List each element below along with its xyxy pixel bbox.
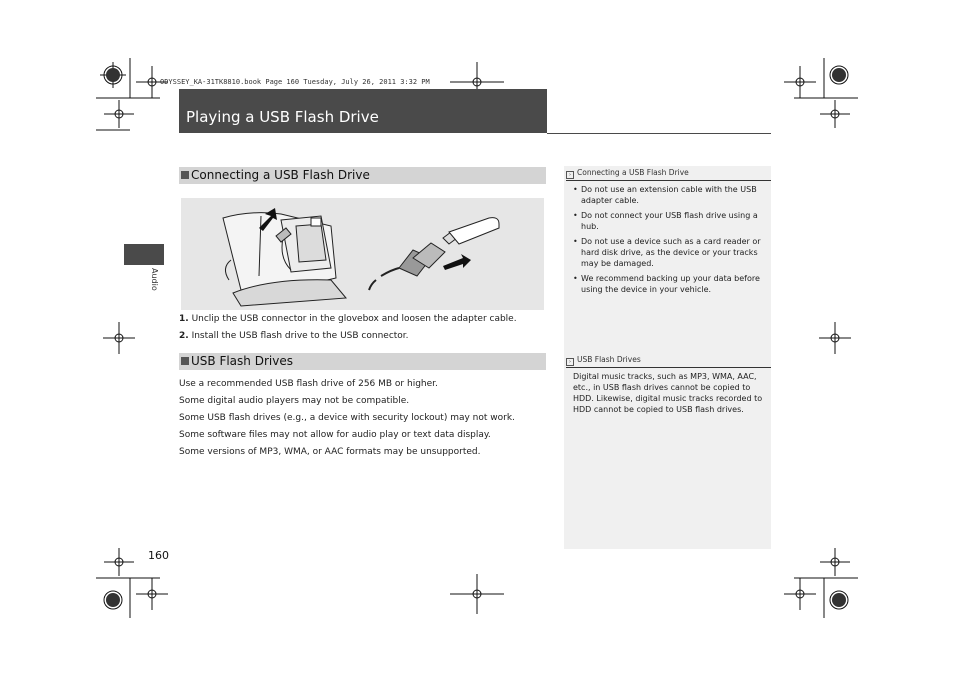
square-bullet-icon [181,171,189,179]
glovebox-usb-drawing [181,198,544,310]
paragraph: Some digital audio players may not be compatible. [179,396,410,406]
page-number: 160 [148,549,169,562]
paragraph: Some USB flash drives (e.g., a device with security lockout) may not work. [179,413,515,423]
paragraph: Use a recommended USB flash drive of 256 MB or higher. [179,379,438,389]
print-header: ODYSSEY_KA-31TK8810.book Page 160 Tuesday, July 26, 2011 3:32 PM [160,78,430,86]
note-heading-text: USB Flash Drives [577,355,641,364]
title-rule [547,133,771,134]
step-2 [179,331,409,341]
usb-connection-illustration [181,198,544,310]
side-tab-label: Audio [150,268,159,291]
step-number: 1. [179,314,189,324]
note-heading-connecting [566,168,689,179]
note-heading-text: Connecting a USB Flash Drive [577,168,689,177]
reference-icon: › [566,358,574,366]
note-rule [566,180,771,181]
step-text: Install the USB flash drive to the USB connector. [191,331,409,341]
page-title: Playing a USB Flash Drive [186,108,379,126]
section-heading-text: USB Flash Drives [191,354,293,368]
section-heading-connecting [179,167,546,184]
arrow-left-icon [443,254,471,270]
paragraph: Some software files may not allow for audio play or text data display. [179,430,491,440]
reference-icon: › [566,171,574,179]
step-text: Unclip the USB connector in the glovebox and loosen the adapter cable. [191,314,517,324]
square-bullet-icon [181,357,189,365]
note-paragraph: Digital music tracks, such as MP3, WMA, AAC, etc., in USB flash drives cannot be copied to HDD. Likewise, digital music tracks recorded to HDD cannot be copied to USB flash drives. [573,372,763,414]
step-1 [179,314,517,324]
step-number: 2. [179,331,189,341]
note-rule [566,367,771,368]
side-tab [124,244,164,265]
note-heading-flash-drives [566,355,641,366]
section-heading-text: Connecting a USB Flash Drive [191,168,370,182]
paragraph: Some versions of MP3, WMA, or AAC formats may be unsupported. [179,447,481,457]
section-heading-flash-drives [179,353,546,370]
